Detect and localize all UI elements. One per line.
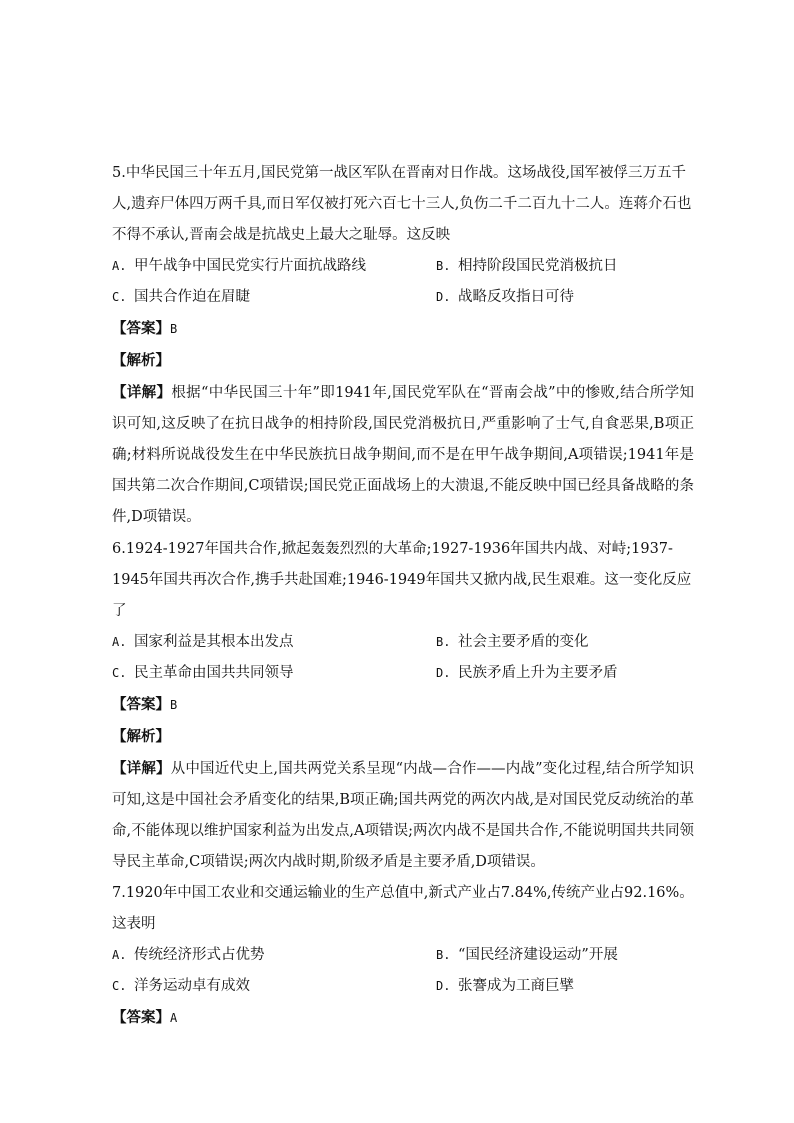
detail-paragraph: 【详解】从中国近代史上,国共两党关系呈现“内战—合作——内战”变化过程,结合所学知识可知,这是中国社会矛盾变化的结果,B项正确;国共两党的两次内战,是对国民党反动统治的革命,不能体现以维护国家利益为出发点,A项错误;两次内战不是国共合作,不能说明国共共同领导民主革命,C项错误;两次内战时期,阶级矛盾是主要矛盾,D项错误。 xyxy=(112,760,695,870)
analysis-heading: 【解析】 xyxy=(112,728,170,745)
question-stem: 6.1924-1927年国共合作,掀起轰轰烈烈的大革命;1927-1936年国共内战、对峙;1937-1945年国共再次合作,携手共赴国难;1946-1949年国共又掀内战,民生艰难。这一变化反应了 xyxy=(112,541,692,619)
question-7 xyxy=(112,878,694,1034)
analysis-heading: 【解析】 xyxy=(112,352,170,369)
question-stem: 7.1920年中国工农业和交通运输业的生产总值中,新式产业占7.84%,传统产业占92.16%。这表明 xyxy=(112,885,694,932)
option-c: C. 国共合作迫在眉睫 xyxy=(112,289,250,305)
option-b: B. 社会主要矛盾的变化 xyxy=(436,634,589,650)
answer-value: B xyxy=(170,322,178,336)
option-c: C. 洋务运动卓有成效 xyxy=(112,978,250,994)
answer-line: 【答案】B xyxy=(112,320,178,337)
option-a: A. 甲午战争中国民党实行片面抗战路线 xyxy=(112,258,366,274)
option-d: D. 民族矛盾上升为主要矛盾 xyxy=(436,665,618,681)
option-a: A. 传统经济形式占优势 xyxy=(112,947,265,963)
options xyxy=(112,627,694,689)
option-d: D. 张謇成为工商巨擘 xyxy=(436,978,574,994)
detail-paragraph: 【详解】根据“中华民国三十年”即1941年,国民党军队在“晋南会战”中的惨败,结合所学知识可知,这反映了在抗日战争的相持阶段,国民党消极抗日,严重影响了士气,自食恶果,B项正确;材料所说战役发生在中华民族抗日战争期间,而不是在甲午战争期间,A项错误;1941年是国共第二次合作期间,C项错误;国民党正面战场上的大溃退,不能反映中国已经具备战略的条件,D项错误。 xyxy=(112,384,694,525)
option-a: A. 国家利益是其根本出发点 xyxy=(112,634,294,650)
answer-line: 【答案】B xyxy=(112,696,178,713)
options xyxy=(112,940,694,1002)
option-c: C. 民主革命由国共共同领导 xyxy=(112,665,294,681)
question-stem: 5.中华民国三十年五月,国民党第一战区军队在晋南对日作战。这场战役,国军被俘三万五千人,遗弃尸体四万两千具,而日军仅被打死六百七十三人,负伤二千二百九十二人。连蒋介石也不得不承认,晋南会战是抗战史上最大之耻辱。这反映 xyxy=(112,165,692,243)
answer-value: B xyxy=(170,698,178,712)
options xyxy=(112,251,694,313)
question-5 xyxy=(112,158,694,533)
answer-value: A xyxy=(170,1011,178,1025)
option-b: B. “国民经济建设运动”开展 xyxy=(436,947,618,963)
answer-line: 【答案】A xyxy=(112,1009,178,1026)
question-6 xyxy=(112,534,694,878)
option-b: B. 相持阶段国民党消极抗日 xyxy=(436,258,618,274)
option-d: D. 战略反攻指日可待 xyxy=(436,289,574,305)
